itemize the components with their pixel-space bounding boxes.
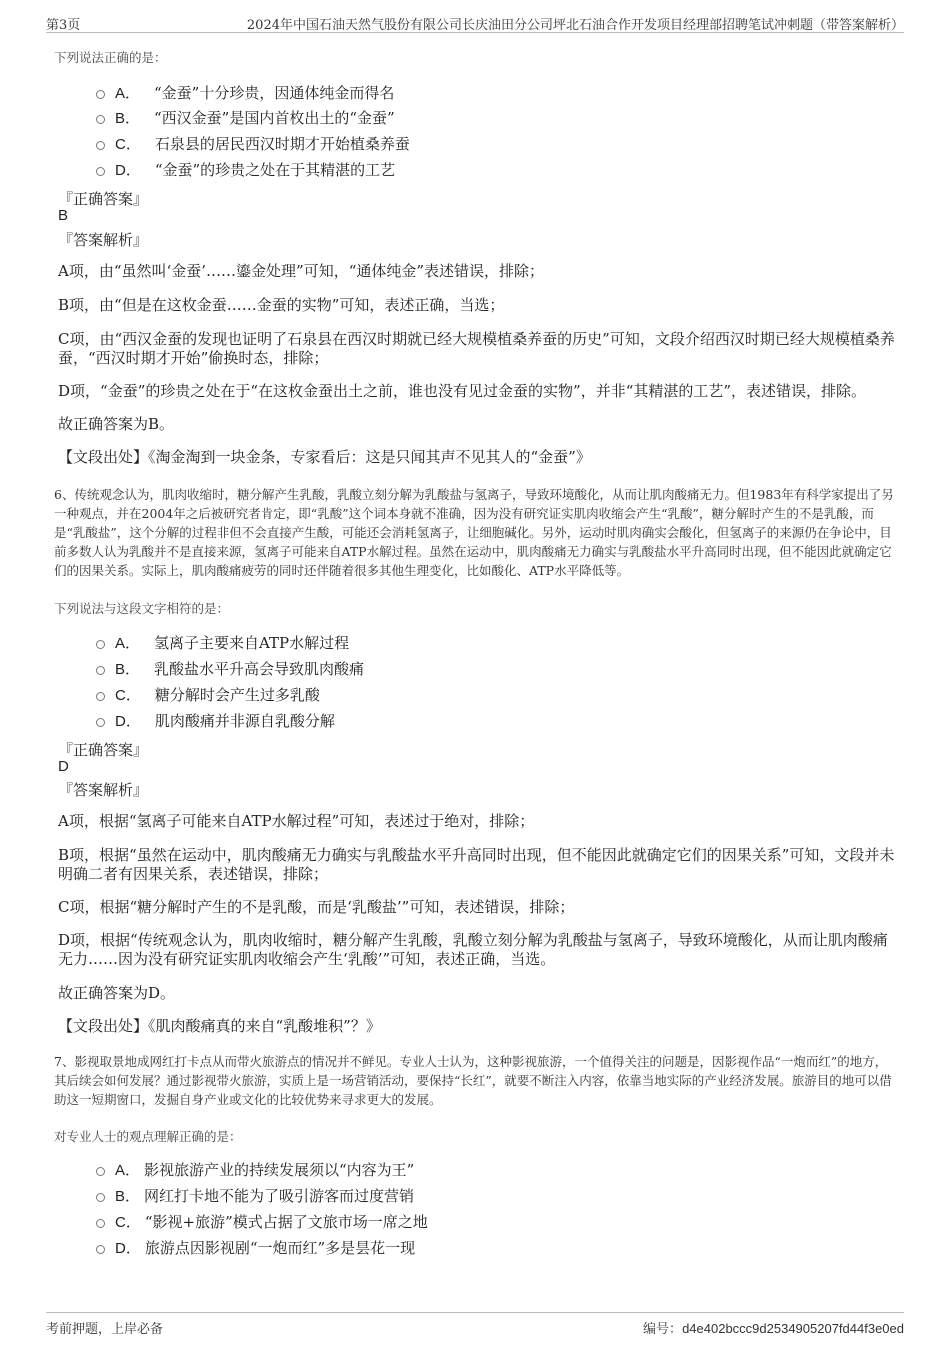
q6-analysis-c: C项，根据“糖分解时产生的不是乳酸，而是‘乳酸盐’”可知，表述错误，排除； <box>58 898 575 916</box>
q7-stem: 对专业人士的观点理解正确的是： <box>54 1129 242 1144</box>
q6-option-c[interactable]: C． 糖分解时会产生过多乳酸 <box>96 682 320 706</box>
radio-icon[interactable] <box>96 1219 105 1228</box>
document-code: 编号：d4e402bccc9d2534905207fd44f3e0ed <box>643 1321 904 1337</box>
q7-option-d[interactable]: D． 旅游点因影视剧“一炮而红”多是昙花一现 <box>96 1235 415 1259</box>
radio-icon[interactable] <box>96 1245 105 1254</box>
q6-analysis-a: A项，根据“氢离子可能来自ATP水解过程”可知，表述过于绝对，排除； <box>58 812 535 830</box>
q7-option-a[interactable]: A． 影视旅游产业的持续发展须以“内容为王” <box>96 1157 414 1181</box>
q5-source: 【文段出处】《淘金淘到一块金条，专家看后：这是只闻其声不见其人的“金蚕”》 <box>58 448 591 466</box>
q6-option-d[interactable]: D． 肌肉酸痛并非源自乳酸分解 <box>96 708 335 732</box>
radio-icon[interactable] <box>96 666 105 675</box>
radio-icon[interactable] <box>96 115 105 124</box>
radio-icon[interactable] <box>96 1193 105 1202</box>
q5-analysis-c: C项，由“西汉金蚕的发现也证明了石泉县在西汉时期就已经大规模植桑养蚕的历史”可知，文段介绍西汉时期已经大规模植桑养蚕，“西汉时期才开始”偷换时态，排除； <box>58 330 895 367</box>
radio-icon[interactable] <box>96 718 105 727</box>
radio-icon[interactable] <box>96 90 105 99</box>
q5-answer-label: 『正确答案』 <box>58 190 149 208</box>
page-footer <box>46 1312 904 1337</box>
q5-analysis-d: D项，“金蚕”的珍贵之处在于“在这枚金蚕出土之前，谁也没有见过金蚕的实物”，并非“其精湛的工艺”，表述错误，排除。 <box>58 382 867 400</box>
document-title: 2024年中国石油天然气股份有限公司长庆油田分公司坪北石油合作开发项目经理部招聘笔试冲刺题（带答案解析） <box>246 18 904 33</box>
radio-icon[interactable] <box>96 640 105 649</box>
page-number: 第3页 <box>46 18 81 33</box>
q5-option-c[interactable]: C． 石泉县的居民西汉时期才开始植桑养蚕 <box>96 131 410 155</box>
q6-answer-label: 『正确答案』 <box>58 741 149 759</box>
q7-passage: 7、影视取景地成网红打卡点从而带火旅游点的情况并不鲜见。专业人士认为，这种影视旅游，一个值得关注的问题是，因影视作品“一炮而红”的地方，其后续会如何发展？通过影视带火旅游，实质上是一场营销活动，要保持“长红”，就要不断注入内容，依靠当地实际的产业经济发展。旅游目的地可以借助这一短期窗口，发掘自身产业或文化的比较优势来寻求更大的发展。 <box>54 1054 892 1107</box>
radio-icon[interactable] <box>96 692 105 701</box>
q5-option-b[interactable]: B． “西汉金蚕”是国内首枚出土的“金蚕” <box>96 105 395 129</box>
radio-icon[interactable] <box>96 1167 105 1176</box>
q6-answer: D <box>58 758 69 775</box>
q5-option-d[interactable]: D． “金蚕”的珍贵之处在于其精湛的工艺 <box>96 157 395 181</box>
q6-analysis-b: B项，根据“虽然在运动中，肌肉酸痛无力确实与乳酸盐水平升高同时出现，但不能因此就确定它们的因果关系”可知，文段并未明确二者有因果关系，表述错误，排除； <box>58 846 895 883</box>
q6-source: 【文段出处】《肌肉酸痛真的来自“乳酸堆积”？》 <box>58 1017 381 1035</box>
q5-answer: B <box>58 207 69 224</box>
q6-analysis-label: 『答案解析』 <box>58 781 149 799</box>
q5-analysis-label: 『答案解析』 <box>58 231 149 249</box>
q7-option-c[interactable]: C． “影视+旅游”模式占据了文旅市场一席之地 <box>96 1209 428 1233</box>
footer-slogan: 考前押题，上岸必备 <box>46 1322 164 1337</box>
radio-icon[interactable] <box>96 141 105 150</box>
q6-passage: 6、传统观念认为，肌肉收缩时，糖分解产生乳酸，乳酸立刻分解为乳酸盐与氢离子，导致环境酸化，从而让肌肉酸痛无力。但1983年有科学家提出了另一种观点，并在2004年之后被研究者肯定，即“乳酸”这个词本身就不准确，因为没有研究证实肌肉收缩会产生“乳酸”，糖分解时产生的不是乳酸，而是“乳酸盐”，这个分解的过程非但不会直接产生酸，可能还会消耗氢离子，让细胞碱化。另外，运动时肌肉确实会酸化，但氢离子的来源仍在争论中，目前多数人认为乳酸并不是直接来源，氢离子可能来自ATP水解过程。虽然在运动中，肌肉酸痛无力确实与乳酸盐水平升高同时出现，但不能因此就确定它们的因果关系。实际上，肌肉酸痛疲劳的同时还伴随着很多其他生理变化，比如酸化、ATP水平降低等。 <box>54 487 894 578</box>
page-header <box>46 12 904 33</box>
q6-option-a[interactable]: A． 氢离子主要来自ATP水解过程 <box>96 630 349 654</box>
q5-option-a[interactable]: A． “金蚕”十分珍贵，因通体纯金而得名 <box>96 80 394 104</box>
q6-option-b[interactable]: B． 乳酸盐水平升高会导致肌肉酸痛 <box>96 656 364 680</box>
q5-stem: 下列说法正确的是： <box>54 50 167 65</box>
q5-analysis-b: B项，由“但是在这枚金蚕……金蚕的实物”可知，表述正确，当选； <box>58 296 505 314</box>
q5-analysis-a: A项，由“虽然叫‘金蚕’……鎏金处理”可知，“通体纯金”表述错误，排除； <box>58 262 545 280</box>
q6-analysis-d: D项，根据“传统观念认为，肌肉收缩时，糖分解产生乳酸，乳酸立刻分解为乳酸盐与氢离子，导致环境酸化，从而让肌肉酸痛无力……因为没有研究证实肌肉收缩会产生‘乳酸’”可知，表述正确，当选。 <box>58 931 888 968</box>
q5-conclusion: 故正确答案为B。 <box>58 415 175 433</box>
q7-option-b[interactable]: B． 网红打卡地不能为了吸引游客而过度营销 <box>96 1183 414 1207</box>
q6-stem: 下列说法与这段文字相符的是： <box>54 601 230 616</box>
radio-icon[interactable] <box>96 167 105 176</box>
q6-conclusion: 故正确答案为D。 <box>58 984 176 1002</box>
